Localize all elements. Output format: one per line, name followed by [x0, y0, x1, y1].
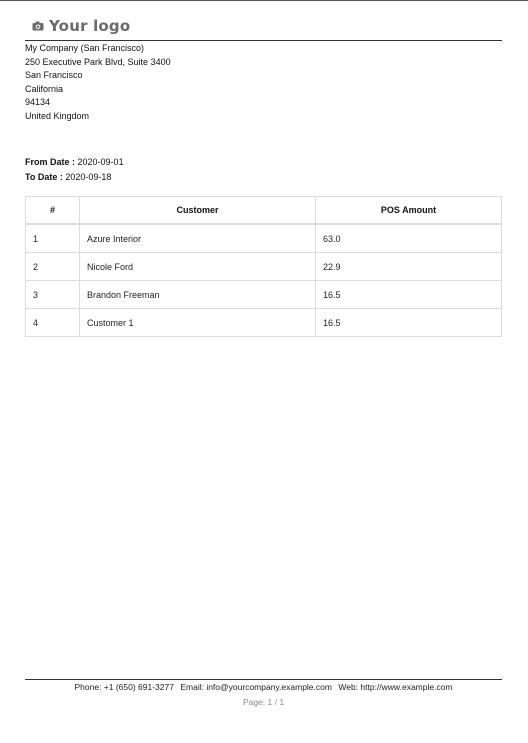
header-pos-amount: POS Amount: [316, 197, 502, 225]
footer-web: Web: http://www.example.com: [338, 682, 453, 692]
row-number: 3: [26, 281, 80, 309]
row-customer: Nicole Ford: [80, 253, 316, 281]
footer-phone: Phone: +1 (650) 691-3277: [74, 682, 174, 692]
footer-contact: [25, 682, 502, 692]
from-date-value: 2020-09-01: [77, 157, 124, 167]
footer-email: Email: info@yourcompany.example.com: [180, 682, 332, 692]
header-divider: [25, 40, 502, 41]
report-footer: [25, 679, 502, 707]
to-date: [25, 170, 124, 185]
top-border-line: [0, 0, 528, 1]
row-amount: 63.0: [316, 224, 502, 253]
header-customer: Customer: [80, 197, 316, 225]
page-number: Page: 1 / 1: [242, 697, 285, 707]
table-row: [26, 224, 502, 253]
company-street: 250 Executive Park Blvd, Suite 3400: [25, 56, 171, 67]
table-row: [26, 309, 502, 337]
row-amount: 16.5: [316, 281, 502, 309]
from-date: [25, 155, 124, 170]
logo-text: Your logo: [49, 17, 131, 35]
row-amount: 16.5: [316, 309, 502, 337]
company-state: California: [25, 83, 64, 94]
company-name: My Company (San Francisco): [25, 43, 145, 53]
table-header-row: [26, 197, 502, 225]
company-logo: [25, 14, 502, 38]
row-customer: Brandon Freeman: [80, 281, 316, 309]
date-range: [25, 155, 124, 184]
row-number: 2: [26, 253, 80, 281]
table-row: [26, 253, 502, 281]
header-number: #: [26, 197, 80, 225]
company-city: San Francisco: [25, 70, 83, 81]
camera-icon: [32, 21, 44, 31]
from-date-label: From Date :: [25, 157, 76, 167]
company-address: [25, 42, 171, 124]
footer-divider: [25, 679, 502, 680]
table-row: [26, 281, 502, 309]
row-customer: Azure Interior: [80, 224, 316, 253]
row-number: 4: [26, 309, 80, 337]
company-country: United Kingdom: [25, 110, 90, 121]
company-zip: 94134: [25, 97, 51, 108]
row-customer: Customer 1: [80, 309, 316, 337]
to-date-value: 2020-09-18: [65, 171, 112, 182]
to-date-label: To Date :: [25, 171, 63, 182]
report-header: [25, 14, 502, 41]
row-amount: 22.9: [316, 253, 502, 281]
row-number: 1: [26, 224, 80, 253]
pos-amount-table: [25, 196, 502, 337]
